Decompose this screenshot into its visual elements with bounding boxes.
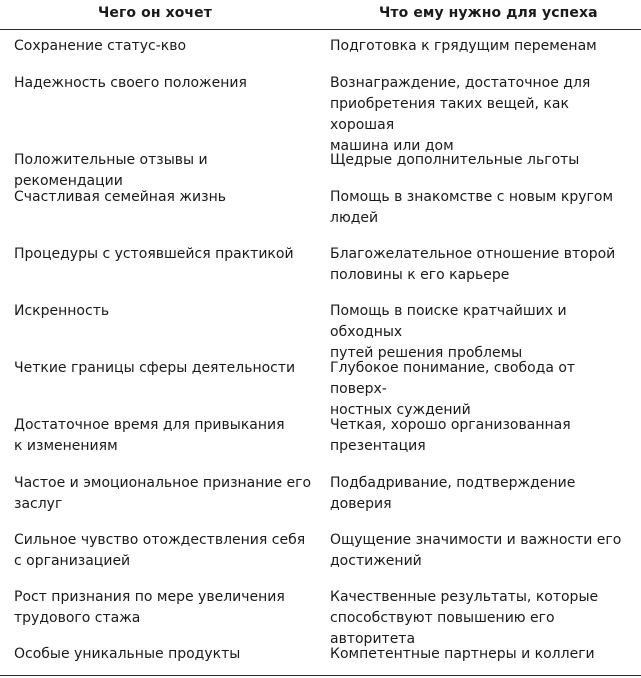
want-cell: Особые уникальные продукты xyxy=(14,646,241,662)
need-cell: Благожелательное отношение второй половины к его карьере xyxy=(330,246,616,283)
need-cell: Качественные результаты, которые способствуют повышению его авторитета xyxy=(330,589,599,647)
need-cell: Вознаграждение, достаточное для приобретения таких вещей, как хорошая машина или дом xyxy=(330,75,591,154)
want-cell: Частое и эмоциональное признание его заслуг xyxy=(14,475,312,512)
need-cell: Помощь в знакомстве с новым кругом людей xyxy=(330,189,614,226)
want-cell: Счастливая семейная жизнь xyxy=(14,189,226,205)
want-cell: Сохранение статус-кво xyxy=(14,38,187,54)
need-cell: Подбадривание, подтверждение доверия xyxy=(330,475,576,512)
column-header-wants: Чего он хочет xyxy=(98,5,212,21)
need-cell: Подготовка к грядущим переменам xyxy=(330,38,597,54)
want-cell: Искренность xyxy=(14,303,110,319)
want-cell: Надежность своего положения xyxy=(14,75,247,91)
want-cell: Достаточное время для привыкания к изменениям xyxy=(14,417,285,454)
want-cell: Четкие границы сферы деятельности xyxy=(14,360,296,376)
need-cell: Компетентные партнеры и коллеги xyxy=(330,646,595,662)
need-cell: Помощь в поиске кратчайших и обходных путей решения проблемы xyxy=(330,303,567,361)
column-header-needs: Что ему нужно для успеха xyxy=(379,5,598,21)
need-cell: Щедрые дополнительные льготы xyxy=(330,152,580,168)
want-cell: Процедуры с устоявшейся практикой xyxy=(14,246,294,262)
table-bottom-rule xyxy=(0,675,641,676)
need-cell: Глубокое понимание, свобода от поверх- ностных суждений xyxy=(330,360,576,418)
header-divider xyxy=(0,29,641,30)
need-cell: Ощущение значимости и важности его достижений xyxy=(330,532,622,569)
table-header xyxy=(0,0,641,29)
want-cell: Рост признания по мере увеличения трудового стажа xyxy=(14,589,285,626)
want-cell: Сильное чувство отождествления себя с организацией xyxy=(14,532,306,569)
want-cell: Положительные отзывы и рекомендации xyxy=(14,152,208,189)
need-cell: Четкая, хорошо организованная презентация xyxy=(330,417,571,454)
